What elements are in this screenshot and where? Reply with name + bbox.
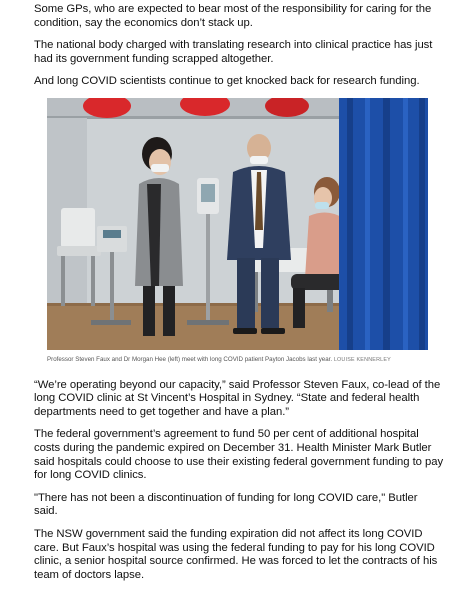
caption-text: Professor Steven Faux and Dr Morgan Hee (left) meet with long COVID patient Payton Jacobs last year. bbox=[47, 355, 333, 363]
article-paragraph: The national body charged with translating research into clinical practice has just had its government funding scrapped altogether. bbox=[34, 39, 433, 65]
article-paragraph: "There has not been a discontinuation of funding for long COVID care," Butler said. bbox=[34, 491, 418, 518]
article-paragraph: The federal government’s agreement to fund 50 per cent of additional hospital costs during the pandemic expired on December 31. Health Minister Mark Butler said hospitals could choose to use their existing federal government funding to pay for long COVID clinics. bbox=[34, 428, 444, 482]
clinic-photo-illustration bbox=[47, 98, 428, 350]
photo-credit: LOUISE KENNERLEY bbox=[333, 356, 391, 363]
article-photo bbox=[47, 98, 428, 350]
article-paragraph: “We’re operating beyond our capacity,” said Professor Steven Faux, co-lead of the long COVID clinic at St Vincent’s Hospital in Sydney. “State and federal health departments need to get together and have a plan.” bbox=[34, 378, 441, 418]
article-paragraph: The NSW government said the funding expiration did not affect its long COVID care. But Faux’s hospital was using the federal funding to pay for his long COVID clinic, a senior hospital source confirmed. He was forced to let the contracts of his team of doctors lapse. bbox=[34, 527, 438, 581]
photo-caption bbox=[47, 356, 428, 365]
article-paragraph: Some GPs, who are expected to bear most of the responsibility for caring for the condition, say the economics don’t stack up. bbox=[34, 3, 432, 29]
article bbox=[34, 0, 444, 591]
article-paragraph: And long COVID scientists continue to get knocked back for research funding. bbox=[34, 75, 420, 88]
